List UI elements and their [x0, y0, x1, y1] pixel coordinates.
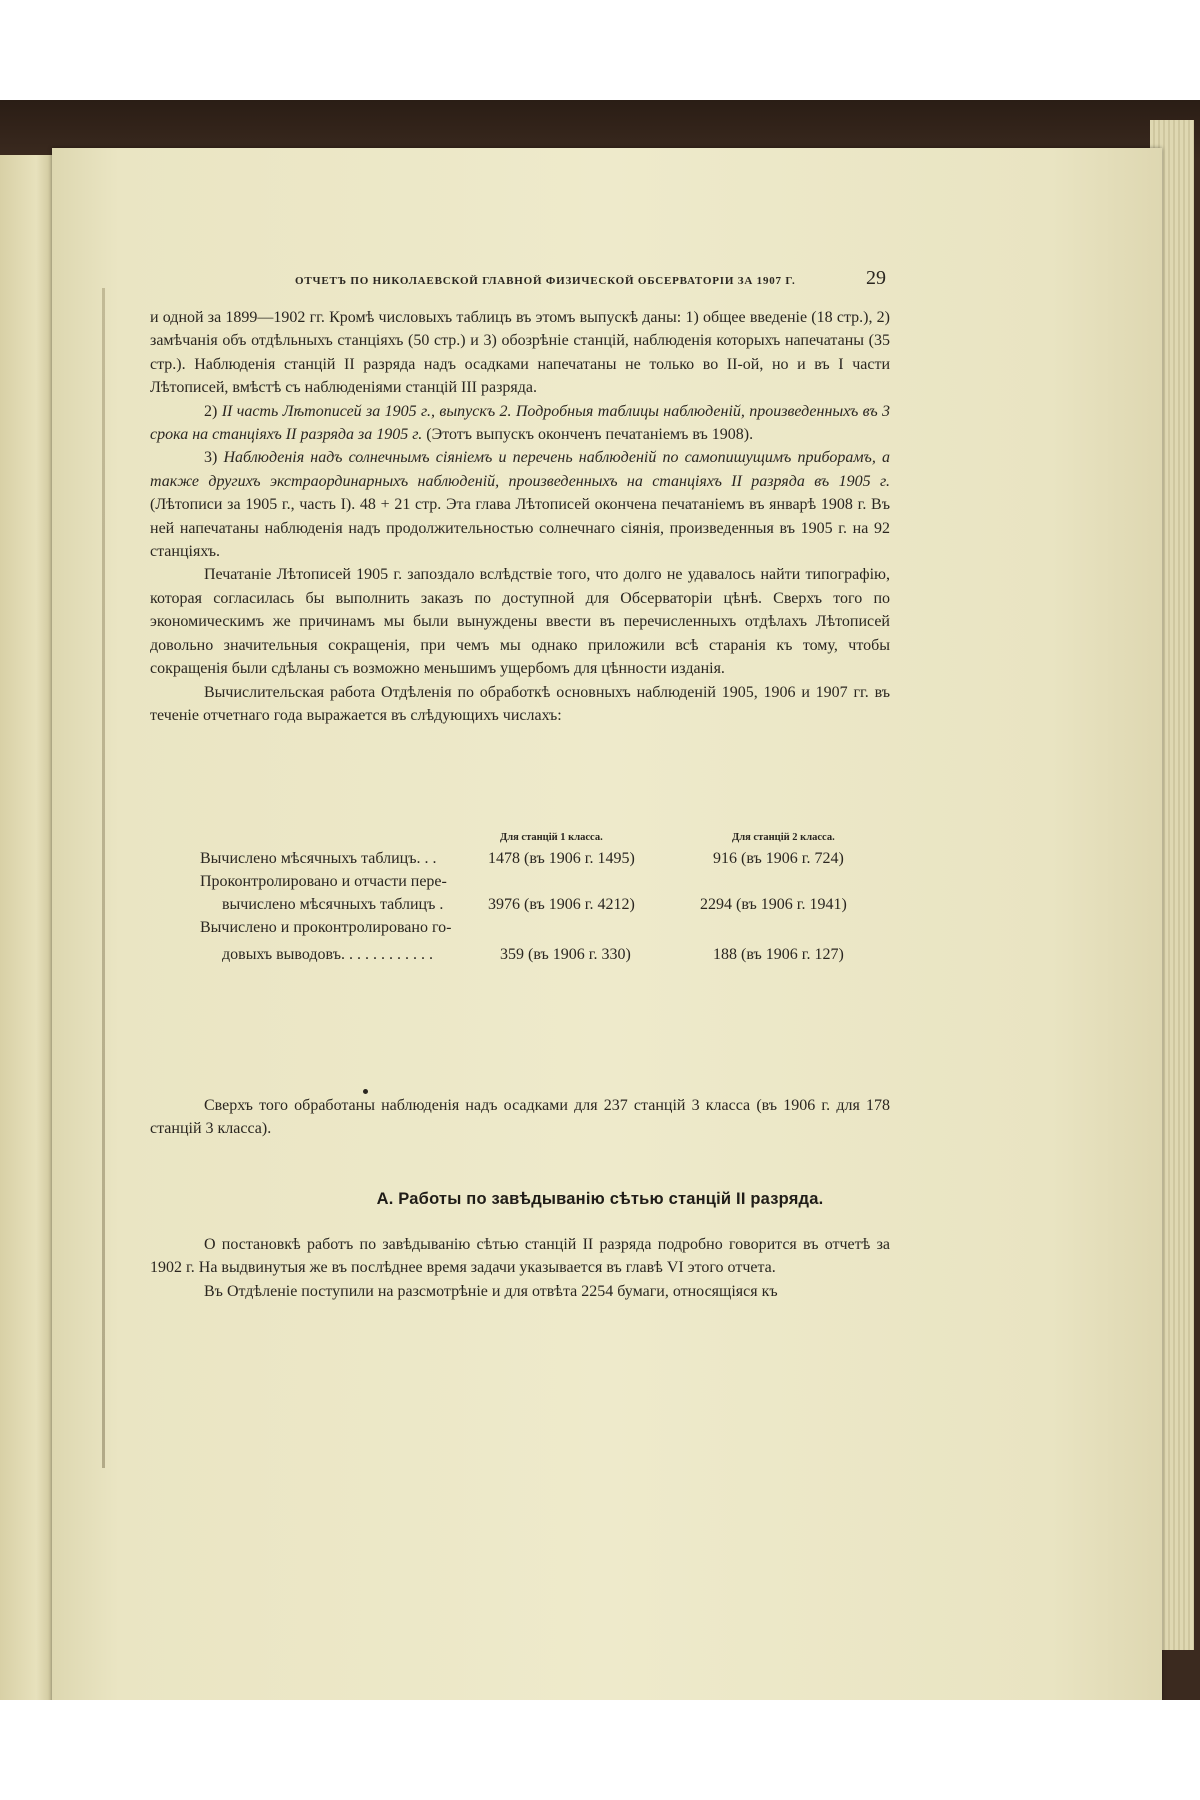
paragraph: Въ Отдѣленіе поступили на разсмотрѣніе и для отвѣта 2254 бумаги, относящіяся къ: [204, 1282, 778, 1300]
paragraph: Печатаніе Лѣтописей 1905 г. запоздало вслѣдствіе того, что долго не удавалось найти типографію, которая согласилась бы выполнить заказъ по доступной для Обсерваторіи цѣнѣ. Сверхъ того по экономическимъ же причинамъ мы были вынуждены ввести въ перечисленныхъ отдѣлахъ Лѣтописей довольно значительныя сокращенія, при чемъ мы однако приложили всѣ старанія къ тому, чтобы сокращенія были сдѣланы съ возможно меньшимъ ущербомъ для цѣнности изданія.: [150, 566, 890, 678]
table-cell: 2294 (въ 1906 г. 1941): [700, 896, 847, 913]
row-label: Проконтролировано и отчасти пере-: [200, 873, 447, 890]
table-cell: 1478 (въ 1906 г. 1495): [488, 850, 635, 867]
table-cell: 188 (въ 1906 г. 127): [713, 946, 844, 963]
section-text: [150, 1233, 890, 1303]
paragraph: 2) II часть Лѣтописей за 1905 г., выпускъ 2. Подробныя таблицы наблюденій, произведенныхъ въ 3 срока на станціяхъ II разряда за 1905 г. (Этотъ выпускъ оконченъ печатаніемъ въ 1908).: [150, 402, 890, 444]
table-header: [200, 828, 890, 850]
row-label: Вычислено и проконтролировано го-: [200, 919, 452, 936]
page-number: 29: [866, 267, 886, 289]
paragraph: 3) Наблюденія надъ солнечнымъ сіяніемъ и перечень наблюденій по самопишущимъ приборамъ, а также другихъ экстраординарныхъ наблюденій, произведенныхъ на станціяхъ II разряда въ 1905 г. (Лѣтописи за 1905 г., часть I). 48 + 21 стр. Эта глава Лѣтописей окончена печатаніемъ въ январѣ 1908 г. Въ ней напечатаны наблюденія надъ продолжительностью солнечнаго сіянія, произведенныя въ 1905 г. на 92 станціяхъ.: [150, 449, 891, 561]
table-row: [200, 873, 890, 896]
table-row: [200, 946, 890, 969]
facing-page-edge: [0, 155, 53, 1700]
paragraph: и одной за 1899—1902 гг. Кромѣ числовыхъ таблицъ въ этомъ выпускѣ даны: 1) общее введеніе (18 стр.), 2) замѣчанія объ отдѣльныхъ станціяхъ (50 стр.) и 3) обозрѣніе станцій, наблюденія которыхъ напечатаны (35 стр.). Наблюденія станцій II разряда надъ осадками напечатаны не только во II-ой, но и въ I части Лѣтописей, вмѣстѣ съ наблюденіями станцій III разряда.: [150, 309, 890, 397]
row-label: довыхъ выводовъ. . . . . . . . . . . .: [222, 946, 433, 963]
paragraph: Вычислительская работа Отдѣленія по обработкѣ основныхъ наблюденій 1905, 1906 и 1907 гг. въ теченіе отчетнаго года выражается въ слѣдующихъ числахъ:: [150, 683, 890, 724]
body-text: [150, 306, 890, 727]
paragraph: О постановкѣ работъ по завѣдыванію сѣтью станцій II разряда подробно говорится въ отчетѣ за 1902 г. На выдвинутыя же въ послѣднее время задачи указывается въ главѣ VI этого отчета.: [150, 1236, 890, 1277]
running-title: ОТЧЕТЪ ПО НИКОЛАЕВСКОЙ ГЛАВНОЙ ФИЗИЧЕСКОЙ ОБСЕРВАТОРІИ ЗА 1907 Г.: [295, 275, 796, 287]
table-cell: 3976 (въ 1906 г. 4212): [488, 896, 635, 913]
column-header: Для станцій 1 класса.: [500, 832, 603, 843]
after-table-text: [150, 1094, 890, 1141]
row-label: вычислено мѣсячныхъ таблицъ .: [222, 896, 444, 913]
column-header: Для станцій 2 класса.: [732, 832, 835, 843]
table-row: [200, 919, 890, 942]
paragraph: Сверхъ того обработаны наблюденія надъ осадками для 237 станцій 3 класса (въ 1906 г. для 178 станцій 3 класса).: [150, 1097, 890, 1138]
computation-table: [200, 828, 890, 969]
binding-stitch: [102, 288, 105, 1468]
table-cell: 359 (въ 1906 г. 330): [500, 946, 631, 963]
table-row: [200, 896, 890, 919]
row-label: Вычислено мѣсячныхъ таблицъ. . .: [200, 850, 437, 867]
table-row: [200, 850, 890, 873]
table-cell: 916 (въ 1906 г. 724): [713, 850, 844, 867]
section-heading: А. Работы по завѣдыванію сѣтью станцій II разряда.: [376, 1190, 824, 1208]
